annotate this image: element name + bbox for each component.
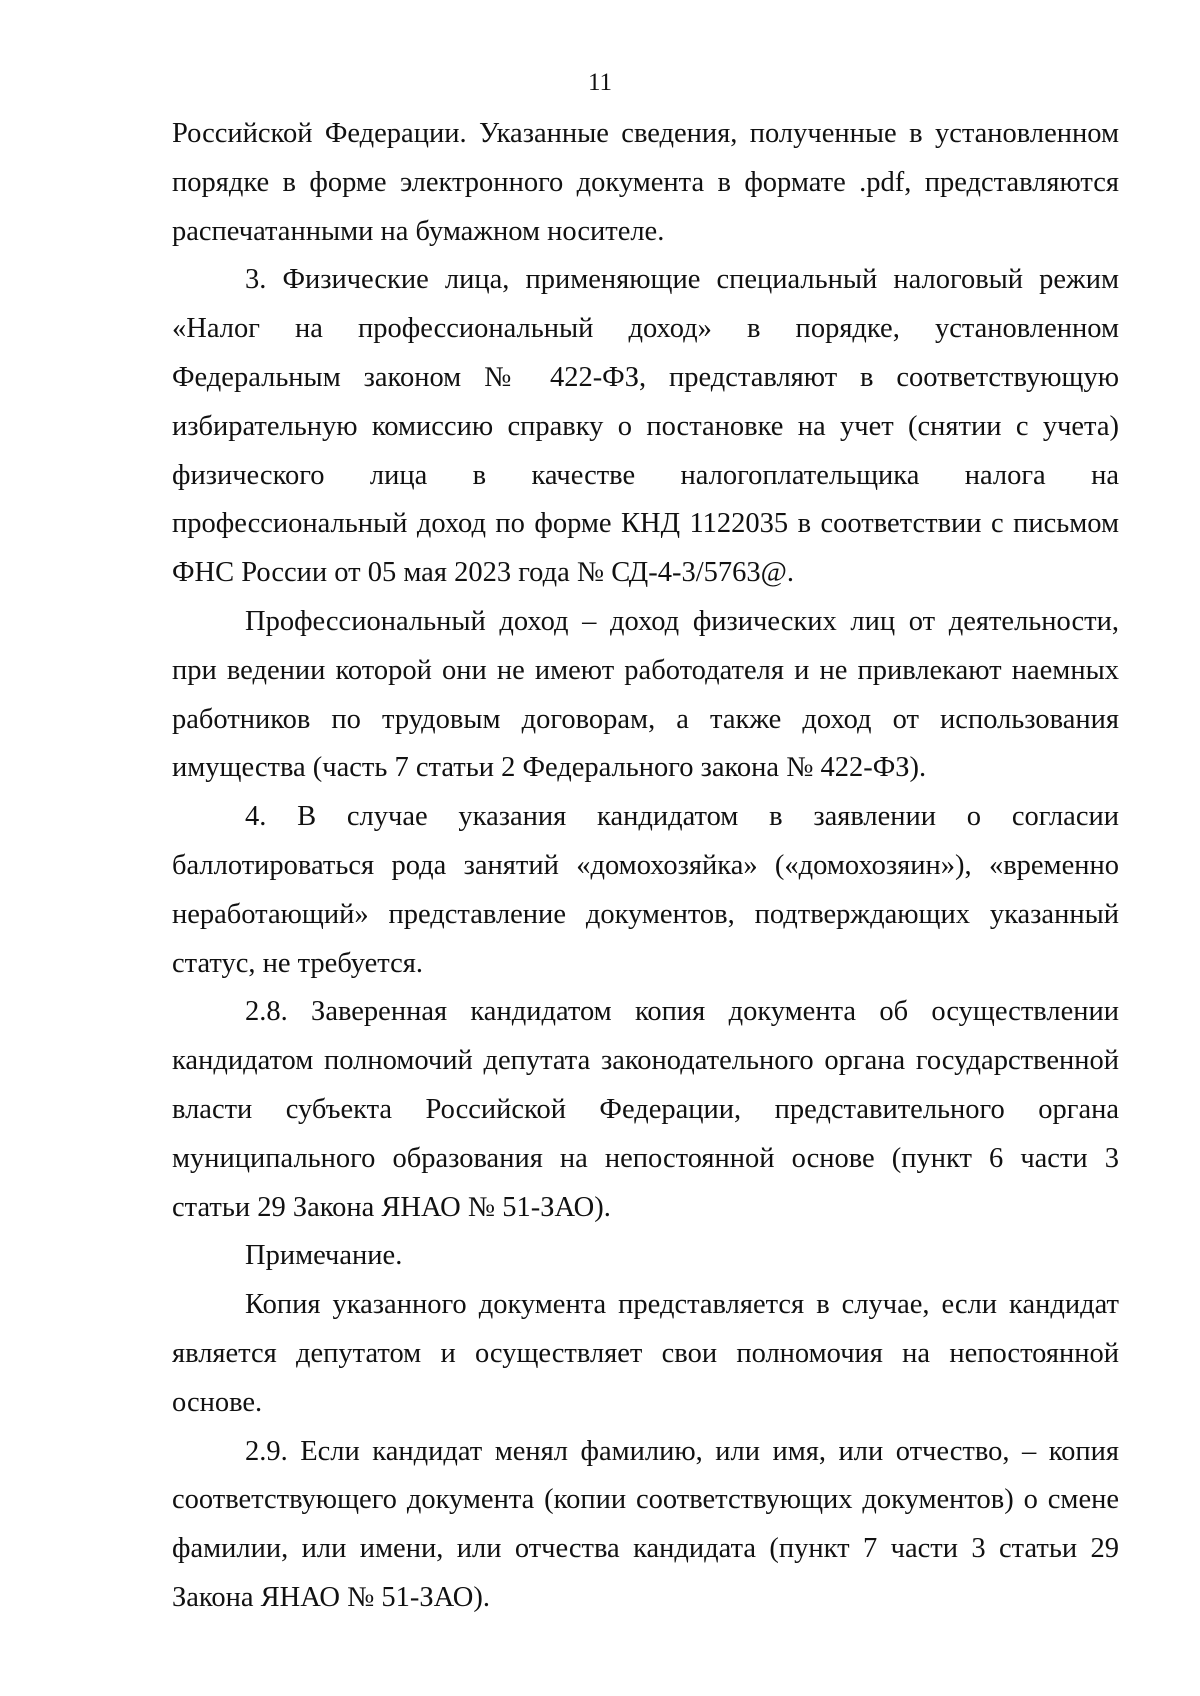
note-text: Копия указанного документа представляется в случае, если кандидат является депутатом и осуществляет свои полномочия на непостоянной основе.: [172, 1289, 1119, 1418]
document-body: [172, 110, 1119, 1623]
paragraph-continuation: Российской Федерации. Указанные сведения, полученные в установленном порядке в форме электронного документа в формате .pdf, представляются распечатанными на бумажном носителе.: [172, 118, 1119, 247]
paragraph-item-3: 3. Физические лица, применяющие специальный налоговый режим «Налог на профессиональный доход» в порядке, установленном Федеральным законом № 422-ФЗ, представляют в соответствующую избирательную комиссию справку о постановке на учет (снятии с учета) физического лица в качестве налогоплательщика налога на профессиональный доход по форме КНД 1122035 в соответствии с письмом ФНС России от 05 мая 2023 года № СД-4-3/5763@.: [172, 264, 1119, 589]
page-number: 11: [587, 69, 613, 96]
paragraph-professional-income: Профессиональный доход – доход физических лиц от деятельности, при ведении которой они не имеют работодателя и не привлекают наемных работников по трудовым договорам, а также доход от использования имущества (часть 7 статьи 2 Федерального закона № 422-ФЗ).: [172, 605, 1119, 784]
paragraph-item-4: 4. В случае указания кандидатом в заявлении о согласии баллотироваться рода занятий «домохозяйка» («домохозяин»), «временно неработающий» представление документов, подтверждающих указанный статус, не требуется.: [172, 801, 1119, 979]
note-heading: Примечание.: [245, 1240, 403, 1272]
paragraph-item-2-9: 2.9. Если кандидат менял фамилию, или имя, или отчество, – копия соответствующего документа (копии соответствующих документов) о смене фамилии, или имени, или отчества кандидата (пункт 7 части 3 статьи 29 Закона ЯНАО № 51-ЗАО).: [172, 1435, 1119, 1613]
paragraph-item-2-8: 2.8. Заверенная кандидатом копия документа об осуществлении кандидатом полномочий депутата законодательного органа государственной власти субъекта Российской Федерации, представительного органа муниципального образования на непостоянной основе (пункт 6 части 3 статьи 29 Закона ЯНАО № 51-ЗАО).: [172, 996, 1119, 1223]
